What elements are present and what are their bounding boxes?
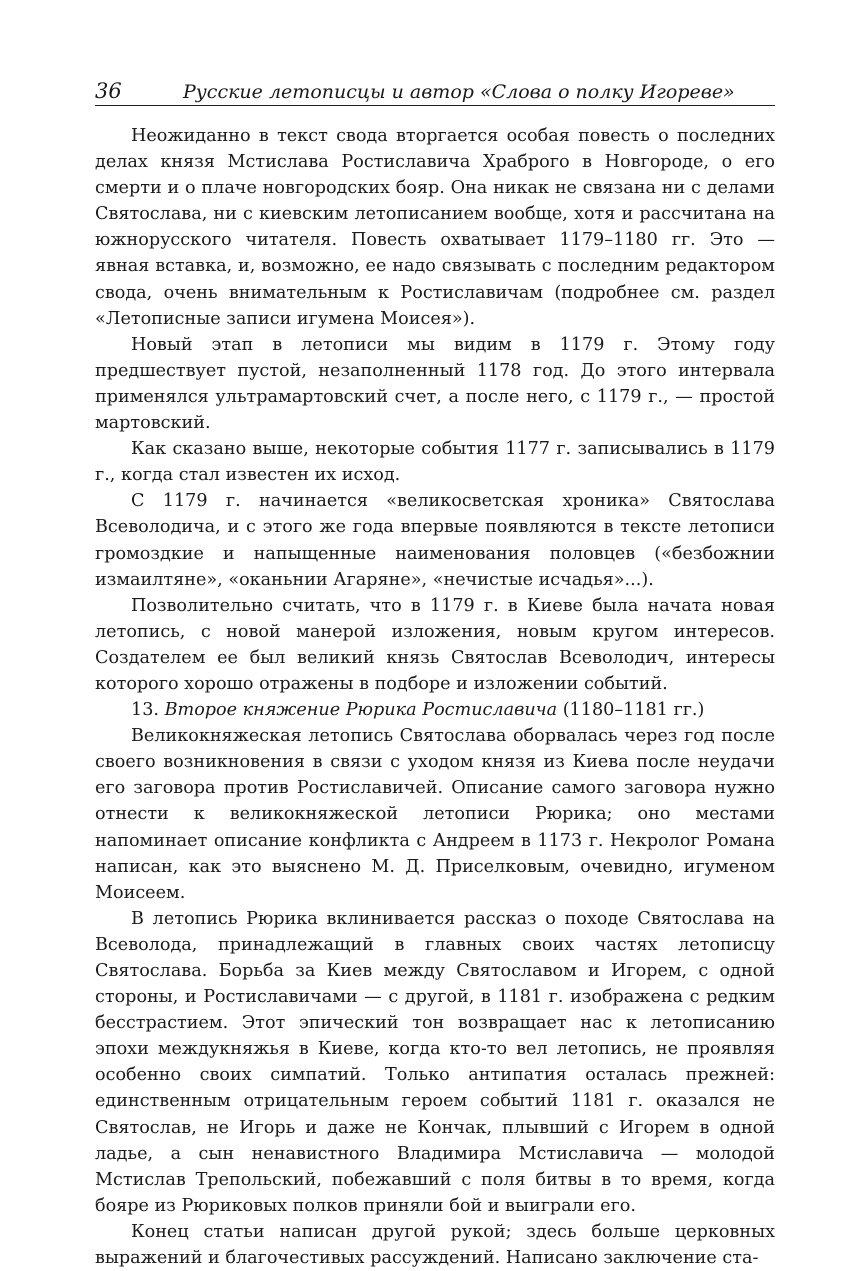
paragraph: Позволительно считать, что в 1179 г. в Киеве была начата новая летопись, с новой манерой изложения, новым кругом интересов. Создателем ее был великий князь Святослав Всеволодич, интересы которого хорошо отражены в подборе и изложении событий.: [95, 595, 775, 694]
paragraph: Новый этап в летописи мы видим в 1179 г. Этому году предшествует пустой, незаполненный 1178 год. До этого интервала применялся ультрамартовский счет, а после него, с 1179 г., — простой мартовский.: [95, 334, 775, 434]
paragraph: Великокняжеская летопись Святослава оборвалась через год после своего возникновения в связи с уходом князя из Киева после неудачи его заговора против Ростиславичей. Описание самого заговора нужно отнести к великокняжеской летописи Рюрика; оно местами напоминает описание конфликта с Андреем в 1173 г. Некролог Романа написан, как это выяснено М. Д. Приселковым, очевидно, игуменом Моисеем.: [95, 726, 775, 903]
section-number: 13.: [131, 700, 159, 721]
book-page: [95, 78, 775, 1271]
section-heading: [95, 697, 775, 723]
paragraph: Как сказано выше, некоторые события 1177 г. записывались в 1179 г., когда стал известен их исход.: [95, 439, 775, 486]
paragraph: Неожиданно в текст свода вторгается особая повесть о последних делах князя Мстислава Ростиславича Храброго в Новгороде, о его смерти и о плаче новгородских бояр. Она никак не связана ни с делами Святослава, ни с киевским летописанием вообще, хотя и рассчитана на южнорусского читателя. Повесть охватывает 1179–1180 гг. Это — явная вставка, и, возможно, ее надо связывать с последним редактором свода, очень внимательным к Ростиславичам (подробнее см. раздел «Летописные записи игумена Моисея»).: [95, 126, 775, 329]
paragraph: Конец статьи написан другой рукой; здесь больше церковных выражений и благочестивых рассуждений. Написано заключение ста-: [95, 1221, 775, 1269]
paragraph: С 1179 г. начинается «великосветская хроника» Святослава Всеволодича, и с этого же года впервые появляются в тексте летописи громоздкие и напыщенные наименования половцев («безбожнии измаилтяне», «оканьнии Агаряне», «нечистые исчадья»...).: [95, 491, 775, 590]
paragraph: В летопись Рюрика вклинивается рассказ о походе Святослава на Всеволода, принадлежащий в главных своих частях летописцу Святослава. Борьба за Киев между Святославом и Игорем, с одной стороны, и Ростиславичами — с другой, в 1181 г. изображена с редким бесстрастием. Этот эпический тон возвращает нас к летописанию эпохи междукняжья в Киеве, когда кто-то вел летопись, не проявляя особенно своих симпатий. Только антипатия осталась прежней: единственным отрицательным героем событий 1181 г. оказался не Святослав, не Игорь и даже не Кончак, плывший с Игорем в одной ладье, а сын ненавистного Владимира Мстиславича — молодой Мстислав Трепольский, побежавший с поля битвы в то время, когда бояре из Рюриковых полков приняли бой и выиграли его.: [95, 908, 775, 1216]
section-years: (1180–1181 гг.): [562, 700, 705, 721]
book-title: Русские летописцы и автор «Слова о полку Игореве»: [183, 81, 735, 103]
body-text: [95, 123, 775, 1271]
page-number: 36: [95, 79, 122, 103]
section-title: Второе княжение Рюрика Ростиславича: [164, 700, 558, 721]
running-head: [95, 78, 775, 106]
